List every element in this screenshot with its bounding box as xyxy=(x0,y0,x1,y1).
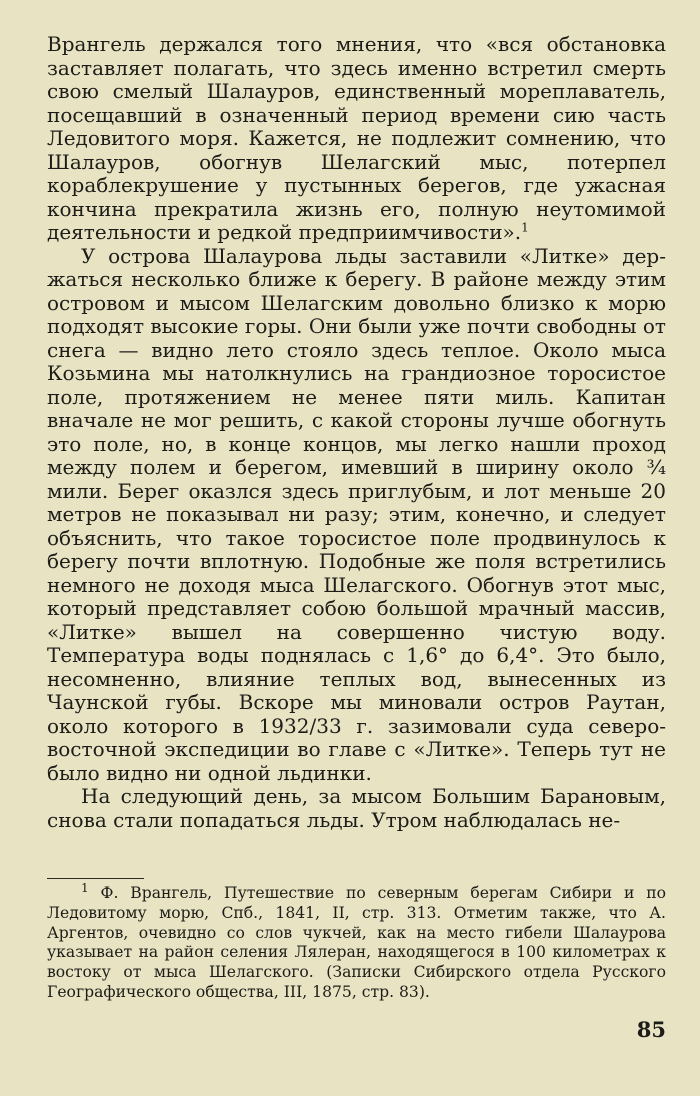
paragraph: У острова Шалаурова льды заставили «Литке» держаться несколько ближе к берегу. В районе между этим островом и мысом Шелагским довольно близко к морю подходят высокие горы. Они были уже почти свободны от снега — видно лето стояло здесь теплое. Около мыса Козьмина мы натолкнулись на грандиозное торосистое поле, протяжением не менее пяти миль. Капитан вначале не мог решить, с какой стороны лучше обогнуть это поле, но, в конце концов, мы легко нашли проход между полем и берегом, имевший в ширину около ¾ мили. Берег оказлся здесь приглубым, и лот меньше 20 метров не показывал ни разу; этим, конечно, и следует объяснить, что такое торосистое поле продвинулось к берегу почти вплотную. Подобные же поля встретились немного не доходя мыса Шелагского. Обогнув этот мыс, который представляет собою большой мрачный массив, «Литке» вышел на совершенно чистую воду. Температура воды поднялась с 1,6° до 6,4°. Это было, несомненно, влияние теплых вод, вынесенных из Чаунской губы. Вскоре мы миновали остров Раутан, около которого в 1932/33 г. зазимовали суда северо-восточной экспедиции во главе с «Литке». Теперь тут не было видно ни одной льдинки. xyxy=(47,243,666,785)
footnote xyxy=(47,880,666,1003)
footnote-reference: 1 xyxy=(521,220,529,235)
paragraph xyxy=(47,33,666,245)
footnote-text: Ф. Врангель, Путешествие по северным берегам Сибири и по Ледовитому морю, Спб., 1841, II, стр. 313. Отметим также, что А. Аргентов, очевидно со слов чукчей, как на место гибели Шалаурова указывает на район селения Лялеран, находящегося в 100 километрах к востоку от мыса Шелагского. (Записки Сибирского отдела Русского Географического общества, III, 1875, стр. 83). xyxy=(47,884,666,1001)
footnote-divider xyxy=(47,878,144,879)
page-number: 85 xyxy=(636,1017,666,1042)
footnote-body xyxy=(47,880,666,1003)
footnote-marker: 1 xyxy=(81,880,89,895)
paragraph-text: Врангель держался того мнения, что «вся обстановка заставляет полагать, что здесь именно встретил смерть свою смелый Шалауров, единственный мореплаватель, посещавший в означенный период времени сию часть Ледовитого моря. Кажется, не подлежит сомнению, что Шалауров, обогнув Шелагский мыс, потерпел кораблекрушение у пустынных берегов, где ужасная кончина прекратила жизнь его, полную неутомимой деятельности и редкой предприимчивости». xyxy=(47,32,666,244)
main-text xyxy=(47,33,666,832)
paragraph: На следующий день, за мысом Большим Барановым, снова стали попадаться льды. Утром наблюдалась не- xyxy=(47,784,666,832)
